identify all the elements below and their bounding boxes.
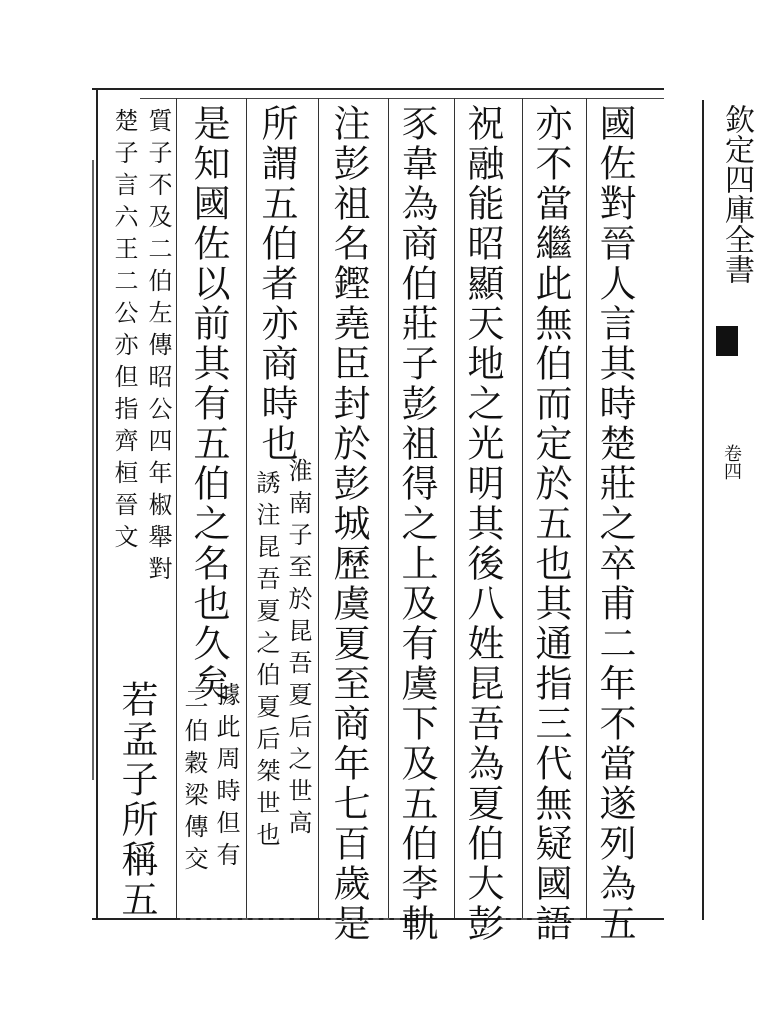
annotation-note: 淮南子至於昆吾夏后之世高 [284,458,312,842]
juan-number: 卷四 [721,444,742,480]
annotation-note: 二伯穀梁傳交 [180,686,208,878]
top-border [92,88,664,90]
annotation-note: 質子不及二伯左傳昭公四年椒舉對 [144,108,172,588]
book-title: 欽定四庫全書 [719,104,754,284]
bottom-hatch-mark [180,918,300,942]
fish-tail-mark-icon [716,326,738,356]
text-column-5: 注彭祖名鏗堯臣封於彭城歷虞夏至商年七百歲是 [327,104,370,944]
bottom-hatch-mark [320,918,400,942]
text-column-7: 是知國佐以前其有五伯之名也久矣 [187,104,230,704]
column-divider [586,98,587,918]
text-column-4: 豕韋為商伯莊子彭祖得之上及有虞下及五伯李軌 [395,104,438,944]
page-margin-strip [702,100,762,920]
column-divider [522,98,523,918]
column-divider [388,98,389,918]
column-divider [318,98,319,918]
left-border [96,88,98,920]
column-divider [176,98,177,918]
annotation-note: 楚子言六王二公亦但指齊桓晉文 [110,108,138,556]
column-divider [246,98,247,918]
column-divider [454,98,455,918]
text-column-3: 祝融能昭顯天地之光明其後八姓昆吾為夏伯大彭 [461,104,504,944]
text-column-6: 所謂五伯者亦商時也 [255,104,298,464]
annotation-note: 據此周時但有 [212,682,240,874]
text-column-1: 國佐對晉人言其時楚莊之卒甫二年不當遂列為五 [593,104,636,944]
text-column-2: 亦不當繼此無伯而定於五也其通指三代無疑國語 [529,104,572,944]
left-outer-border [92,160,94,780]
annotation-note: 誘注昆吾夏之伯夏后桀世也 [252,470,280,854]
text-column-8: 若孟子所稱五 [115,680,158,920]
bottom-hatch-mark [500,918,580,942]
